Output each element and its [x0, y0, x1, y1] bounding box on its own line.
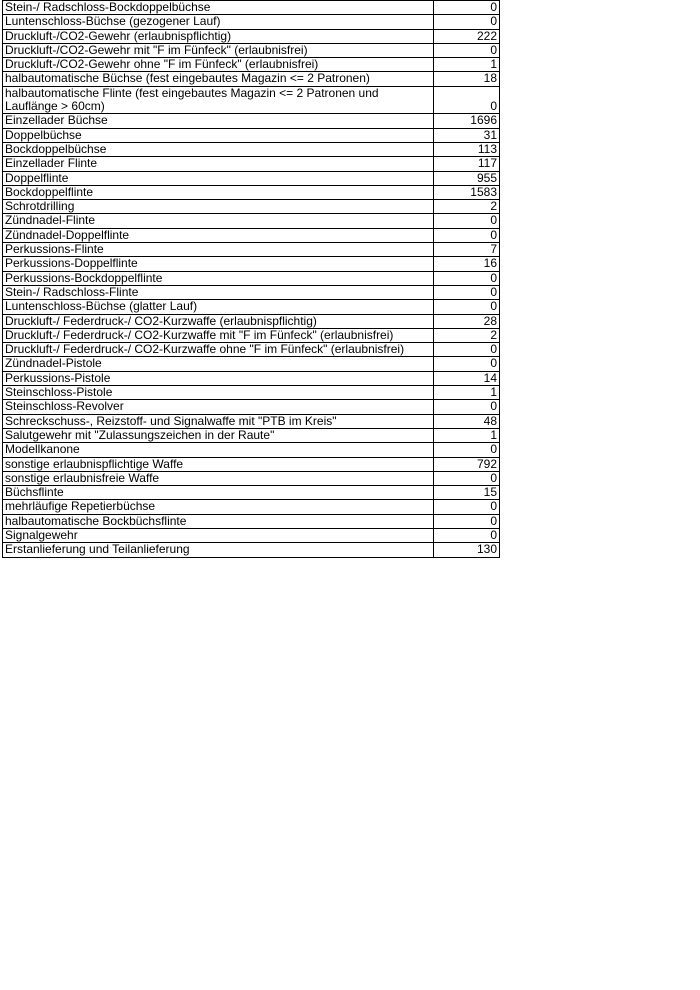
table-row	[3, 214, 500, 228]
count-cell: 16	[434, 257, 500, 271]
count-cell: 18	[434, 72, 500, 86]
count-cell: 0	[434, 471, 500, 485]
count-cell: 0	[434, 500, 500, 514]
count-cell: 7	[434, 243, 500, 257]
count-cell: 0	[434, 300, 500, 314]
table-row	[3, 128, 500, 142]
weapon-type-cell: Erstanlieferung und Teilanlieferung	[3, 543, 434, 557]
count-cell: 117	[434, 157, 500, 171]
count-cell: 15	[434, 486, 500, 500]
weapon-type-cell: Signalgewehr	[3, 528, 434, 542]
table-row	[3, 528, 500, 542]
weapon-type-cell: mehrläufige Repetierbüchse	[3, 500, 434, 514]
table-row	[3, 314, 500, 328]
table-row	[3, 257, 500, 271]
weapon-type-cell: Steinschloss-Pistole	[3, 386, 434, 400]
table-row	[3, 43, 500, 57]
table-row	[3, 514, 500, 528]
weapon-type-cell: sonstige erlaubnisfreie Waffe	[3, 471, 434, 485]
weapon-type-cell: Einzellader Büchse	[3, 114, 434, 128]
weapon-type-cell: Salutgewehr mit "Zulassungszeichen in der Raute"	[3, 428, 434, 442]
count-cell: 1696	[434, 114, 500, 128]
weapon-type-cell: halbautomatische Flinte (fest eingebautes Magazin <= 2 Patronen und Lauflänge > 60cm)	[3, 86, 434, 114]
table-row	[3, 300, 500, 314]
count-cell: 0	[434, 15, 500, 29]
table-row	[3, 285, 500, 299]
count-cell: 0	[434, 400, 500, 414]
table-row	[3, 200, 500, 214]
weapon-type-cell: Zündnadel-Pistole	[3, 357, 434, 371]
count-cell: 955	[434, 171, 500, 185]
table-row	[3, 15, 500, 29]
table-row	[3, 400, 500, 414]
count-cell: 0	[434, 214, 500, 228]
table-row	[3, 386, 500, 400]
weapon-type-cell: halbautomatische Büchse (fest eingebautes Magazin <= 2 Patronen)	[3, 72, 434, 86]
table-row	[3, 328, 500, 342]
table-row	[3, 1, 500, 15]
weapon-type-cell: Druckluft-/CO2-Gewehr ohne "F im Fünfeck" (erlaubnisfrei)	[3, 58, 434, 72]
weapon-count-table	[2, 0, 500, 558]
table-row	[3, 443, 500, 457]
weapon-type-cell: halbautomatische Bockbüchsflinte	[3, 514, 434, 528]
table-row	[3, 185, 500, 199]
count-cell: 130	[434, 543, 500, 557]
count-cell: 1	[434, 428, 500, 442]
count-cell: 0	[434, 228, 500, 242]
count-cell: 1583	[434, 185, 500, 199]
count-cell: 0	[434, 271, 500, 285]
weapon-type-cell: Perkussions-Doppelflinte	[3, 257, 434, 271]
weapon-type-cell: Büchsflinte	[3, 486, 434, 500]
count-cell: 0	[434, 86, 500, 114]
table-row	[3, 142, 500, 156]
count-cell: 48	[434, 414, 500, 428]
weapon-type-cell: Perkussions-Flinte	[3, 243, 434, 257]
table-row	[3, 157, 500, 171]
weapon-type-cell: Stein-/ Radschloss-Flinte	[3, 285, 434, 299]
weapon-type-cell: Zündnadel-Flinte	[3, 214, 434, 228]
table-row	[3, 243, 500, 257]
count-cell: 0	[434, 1, 500, 15]
weapon-type-cell: Druckluft-/CO2-Gewehr mit "F im Fünfeck" (erlaubnisfrei)	[3, 43, 434, 57]
count-cell: 2	[434, 200, 500, 214]
weapon-type-cell: Einzellader Flinte	[3, 157, 434, 171]
weapon-type-cell: Druckluft-/CO2-Gewehr (erlaubnispflichtig)	[3, 29, 434, 43]
table-body	[3, 1, 500, 558]
table-row	[3, 428, 500, 442]
count-cell: 1	[434, 386, 500, 400]
table-row	[3, 29, 500, 43]
weapon-type-cell: Steinschloss-Revolver	[3, 400, 434, 414]
table-row	[3, 543, 500, 557]
count-cell: 0	[434, 343, 500, 357]
table-row	[3, 114, 500, 128]
weapon-type-cell: Doppelflinte	[3, 171, 434, 185]
table-row	[3, 486, 500, 500]
weapon-type-cell: Druckluft-/ Federdruck-/ CO2-Kurzwaffe ohne "F im Fünfeck" (erlaubnisfrei)	[3, 343, 434, 357]
table-row	[3, 58, 500, 72]
table-row	[3, 357, 500, 371]
weapon-type-cell: Modellkanone	[3, 443, 434, 457]
count-cell: 2	[434, 328, 500, 342]
count-cell: 28	[434, 314, 500, 328]
weapon-type-cell: Schreckschuss-, Reizstoff- und Signalwaffe mit "PTB im Kreis"	[3, 414, 434, 428]
table-row	[3, 343, 500, 357]
count-cell: 0	[434, 357, 500, 371]
table-row	[3, 86, 500, 114]
weapon-type-cell: Perkussions-Pistole	[3, 371, 434, 385]
weapon-type-cell: Doppelbüchse	[3, 128, 434, 142]
weapon-type-cell: Druckluft-/ Federdruck-/ CO2-Kurzwaffe (erlaubnispflichtig)	[3, 314, 434, 328]
weapon-type-cell: Luntenschloss-Büchse (glatter Lauf)	[3, 300, 434, 314]
table-row	[3, 171, 500, 185]
table-row	[3, 228, 500, 242]
weapon-type-cell: Druckluft-/ Federdruck-/ CO2-Kurzwaffe mit "F im Fünfeck" (erlaubnisfrei)	[3, 328, 434, 342]
count-cell: 0	[434, 528, 500, 542]
weapon-type-cell: Luntenschloss-Büchse (gezogener Lauf)	[3, 15, 434, 29]
count-cell: 31	[434, 128, 500, 142]
weapon-type-cell: sonstige erlaubnispflichtige Waffe	[3, 457, 434, 471]
weapon-type-cell: Zündnadel-Doppelflinte	[3, 228, 434, 242]
weapon-type-cell: Bockdoppelbüchse	[3, 142, 434, 156]
table-row	[3, 500, 500, 514]
table-row	[3, 371, 500, 385]
weapon-type-cell: Bockdoppelflinte	[3, 185, 434, 199]
count-cell: 0	[434, 514, 500, 528]
table-row	[3, 414, 500, 428]
count-cell: 14	[434, 371, 500, 385]
table-row	[3, 271, 500, 285]
table-row	[3, 72, 500, 86]
count-cell: 113	[434, 142, 500, 156]
weapon-type-cell: Perkussions-Bockdoppelflinte	[3, 271, 434, 285]
count-cell: 0	[434, 285, 500, 299]
count-cell: 0	[434, 43, 500, 57]
count-cell: 0	[434, 443, 500, 457]
table-row	[3, 471, 500, 485]
table-row	[3, 457, 500, 471]
weapon-type-cell: Stein-/ Radschloss-Bockdoppelbüchse	[3, 1, 434, 15]
count-cell: 222	[434, 29, 500, 43]
weapon-type-cell: Schrotdrilling	[3, 200, 434, 214]
count-cell: 1	[434, 58, 500, 72]
count-cell: 792	[434, 457, 500, 471]
